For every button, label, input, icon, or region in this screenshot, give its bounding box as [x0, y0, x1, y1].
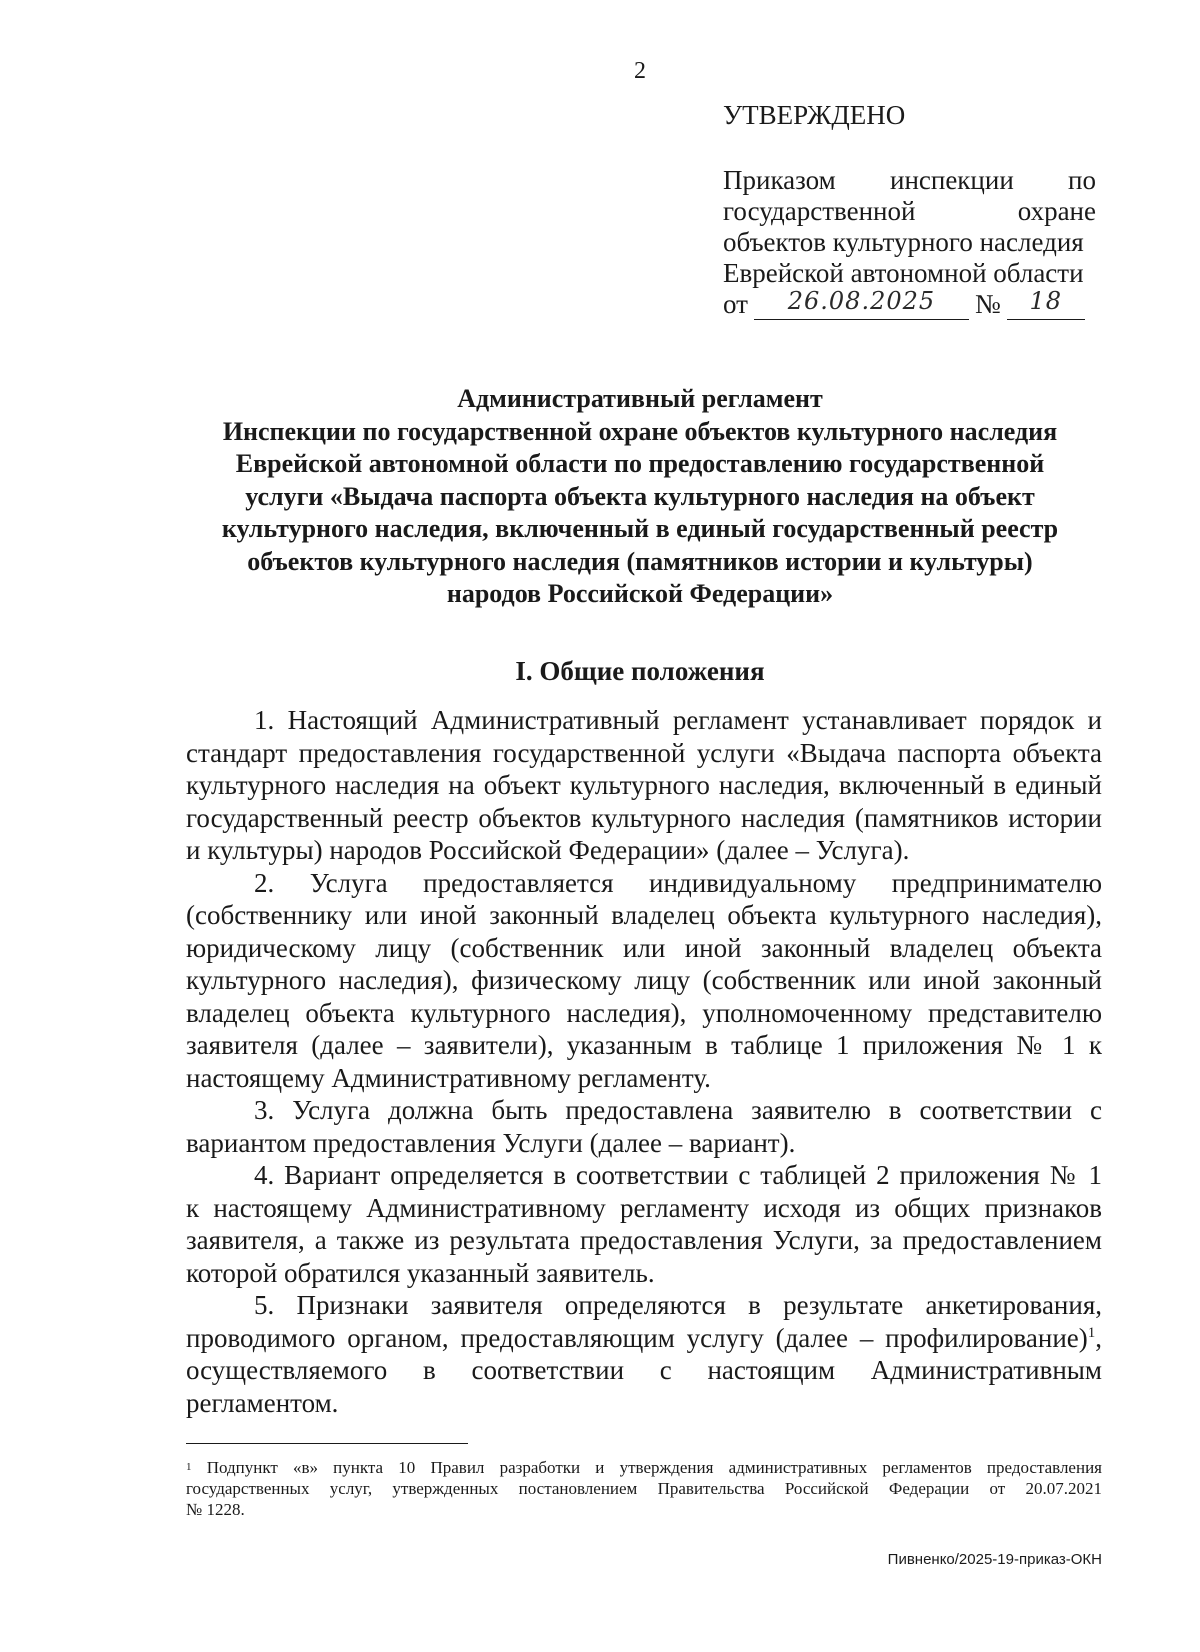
paragraph-line: 2. Услуга предоставляется индивидуальному предпринимателю	[254, 867, 1102, 898]
paragraph-line: настоящему Административному регламенту.	[186, 1062, 711, 1093]
paragraph-line: заявителя, а также из результата предоставления Услуги, за предоставлением	[186, 1225, 1102, 1255]
footnote-divider	[186, 1443, 468, 1444]
paragraph-line: регламентом.	[186, 1387, 339, 1418]
footnote-line: государственных услуг, утвержденных постановлением Правительства Российской Федерации от 20.07.2021	[186, 1479, 1102, 1498]
document-code: Пивненко/2025-19-приказ-ОКН	[887, 1551, 1102, 1568]
footnote-reference-suffix: ,	[1095, 1322, 1102, 1353]
title-line: Административный регламент	[457, 384, 823, 413]
paragraph-line-text: проводимого органом, предоставляющим услугу (далее – профилирование)	[186, 1322, 1088, 1353]
number-field	[1007, 287, 1085, 320]
approval-line: государственной охране	[723, 196, 1096, 226]
approval-line: Приказом инспекции по	[723, 165, 1096, 195]
page-number: 2	[634, 58, 646, 84]
approval-line: объектов культурного наследия	[723, 227, 1084, 257]
footnote-reference[interactable]: 1	[1087, 1324, 1096, 1341]
footnote-line	[186, 1457, 1102, 1478]
paragraph-line: заявителя (далее – заявители), указанным в таблице 1 приложения № 1 к	[186, 1030, 1102, 1060]
title-line: услуги «Выдача паспорта объекта культурного наследия на объект	[245, 481, 1035, 511]
paragraph-line: владелец объекта культурного наследия), уполномоченному представителю	[186, 997, 1102, 1028]
paragraph-line: 1. Настоящий Административный регламент устанавливает порядок и	[254, 705, 1102, 735]
paragraph-line: юридическому лицу (собственник или иной законный владелец объекта	[186, 932, 1102, 963]
section-heading: I. Общие положения	[515, 656, 765, 686]
paragraph-line: культурного наследия), физическому лицу (собственник или иной законный	[186, 965, 1102, 995]
date-prefix: от	[723, 289, 748, 319]
paragraph-line: 5. Признаки заявителя определяются в результате анкетирования,	[254, 1290, 1102, 1320]
approval-line: Еврейской автономной области	[723, 258, 1084, 288]
footnote-text: Подпункт «в» пункта 10 Правил разработки и утверждения административных регламентов предоставления	[206, 1458, 1102, 1477]
footnote-line: № 1228.	[186, 1500, 245, 1519]
paragraph-line: стандарт предоставления государственной услуги «Выдача паспорта объекта	[186, 737, 1102, 768]
handwritten-number: 18	[1029, 287, 1062, 315]
handwritten-date: 26.08.2025	[787, 287, 936, 315]
approval-date-line	[723, 289, 1096, 320]
number-sign: №	[974, 289, 1001, 319]
title-line: объектов культурного наследия (памятников истории и культуры)	[247, 546, 1033, 576]
paragraph-line-with-footnote	[186, 1322, 1102, 1355]
paragraph-line: к настоящему Административному регламенту исходя из общих признаков	[186, 1192, 1102, 1223]
approval-block	[723, 165, 1096, 320]
title-line: культурного наследия, включенный в единый государственный реестр	[221, 514, 1059, 543]
date-field	[754, 287, 969, 320]
title-line: Инспекции по государственной охране объектов культурного наследия	[222, 416, 1058, 446]
paragraph-line: 4. Вариант определяется в соответствии с таблицей 2 приложения № 1	[254, 1160, 1102, 1190]
paragraph-line: культурного наследия на объект культурного наследия, включенный в единый	[186, 770, 1102, 800]
paragraph-line: которой обратился указанный заявитель.	[186, 1257, 655, 1288]
paragraph-line: (собственнику или иной законный владелец объекта культурного наследия),	[186, 900, 1102, 930]
body-text	[186, 704, 1102, 1419]
title-line: народов Российской Федерации»	[446, 579, 834, 608]
document-title	[160, 383, 1120, 611]
paragraph-line: вариантом предоставления Услуги (далее – вариант).	[186, 1127, 796, 1158]
title-line: Еврейской автономной области по предоставлению государственной	[235, 449, 1045, 478]
footnote-mark: 1	[186, 1461, 192, 1473]
footnote	[186, 1457, 1102, 1520]
paragraph-line: и культуры) народов Российской Федерации» (далее – Услуга).	[186, 835, 910, 865]
paragraph-line: осуществляемого в соответствии с настоящим Административным	[186, 1355, 1102, 1385]
paragraph-line: 3. Услуга должна быть предоставлена заявителю в соответствии с	[254, 1095, 1102, 1125]
paragraph-line: государственный реестр объектов культурного наследия (памятников истории	[186, 802, 1102, 833]
approval-heading: УТВЕРЖДЕНО	[723, 100, 906, 130]
